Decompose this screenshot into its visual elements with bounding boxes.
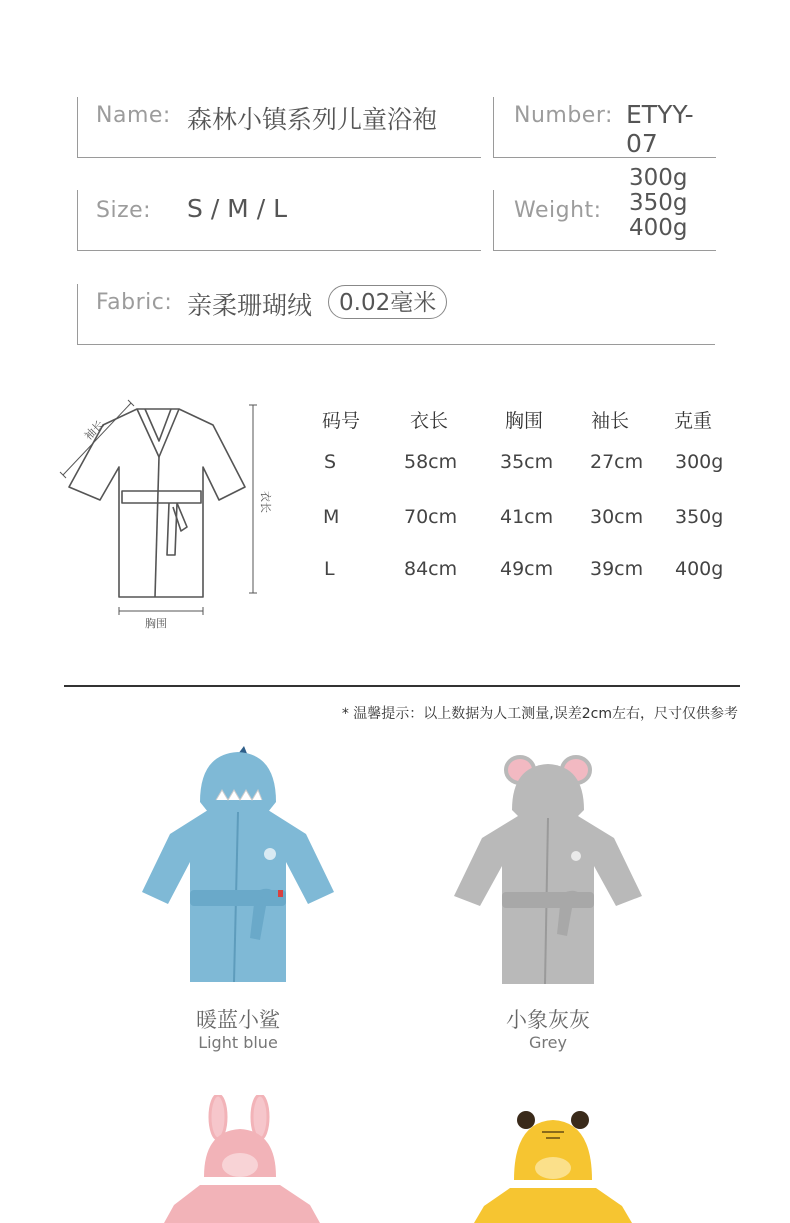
name-value: 森林小镇系列儿童浴袍 <box>187 105 438 134</box>
weight-value-m: 350g <box>629 190 688 216</box>
weight-value-s: 300g <box>629 165 688 191</box>
row-m-size: M <box>323 506 340 528</box>
robe-size-diagram <box>55 395 280 635</box>
row-l-length: 84cm <box>404 558 458 580</box>
header-chest: 胸围 <box>505 410 544 432</box>
product-2-name-en: Grey <box>529 1033 567 1052</box>
chest-label: 胸围 <box>145 617 167 630</box>
body-length-label: 衣长 <box>259 491 272 513</box>
weight-value-l: 400g <box>629 215 688 241</box>
row-m-sleeve: 30cm <box>590 506 644 528</box>
product-1-name-en: Light blue <box>198 1033 278 1052</box>
weight-spec-box <box>493 165 716 251</box>
weight-values <box>629 166 688 241</box>
header-size: 码号 <box>322 410 361 432</box>
row-l-size: L <box>324 558 335 580</box>
row-l-chest: 49cm <box>500 558 554 580</box>
fabric-value: 亲柔珊瑚绒 <box>187 291 313 320</box>
number-value: ETYY-07 <box>626 100 694 158</box>
size-label: Size: <box>96 198 152 223</box>
size-spec-box <box>77 190 481 251</box>
size-value: S / M / L <box>187 194 287 223</box>
fabric-thickness-badge: 0.02毫米 <box>328 285 447 319</box>
row-m-length: 70cm <box>404 506 458 528</box>
row-s-chest: 35cm <box>500 451 554 473</box>
product-1-name-cn: 暖蓝小鲨 <box>196 1008 280 1032</box>
row-l-sleeve: 39cm <box>590 558 644 580</box>
fabric-label: Fabric: <box>96 290 173 315</box>
row-l-weight: 400g <box>675 558 724 580</box>
number-spec-box <box>493 97 716 158</box>
row-s-weight: 300g <box>675 451 724 473</box>
fabric-spec-box <box>77 284 715 345</box>
measurement-note: * 温馨提示：以上数据为人工测量,误差2cm左右，尺寸仅供参考 <box>341 706 738 722</box>
name-spec-box <box>77 97 481 158</box>
pink-bunny-robe-image <box>160 1095 330 1223</box>
section-divider <box>64 685 740 687</box>
sleeve-length-label: 袖长 <box>81 417 107 443</box>
number-label: Number: <box>514 103 613 128</box>
blue-shark-robe-image <box>138 742 338 987</box>
product-2-name-cn: 小象灰灰 <box>506 1008 590 1032</box>
header-weight: 克重 <box>674 410 713 432</box>
row-s-length: 58cm <box>404 451 458 473</box>
name-label: Name: <box>96 103 171 128</box>
yellow-tiger-robe-image <box>468 1108 638 1223</box>
header-sleeve: 袖长 <box>591 410 630 432</box>
row-m-chest: 41cm <box>500 506 554 528</box>
row-s-size: S <box>324 451 337 473</box>
row-s-sleeve: 27cm <box>590 451 644 473</box>
grey-elephant-robe-image <box>448 752 648 987</box>
row-m-weight: 350g <box>675 506 724 528</box>
header-length: 衣长 <box>410 410 449 432</box>
weight-label: Weight: <box>514 198 602 223</box>
